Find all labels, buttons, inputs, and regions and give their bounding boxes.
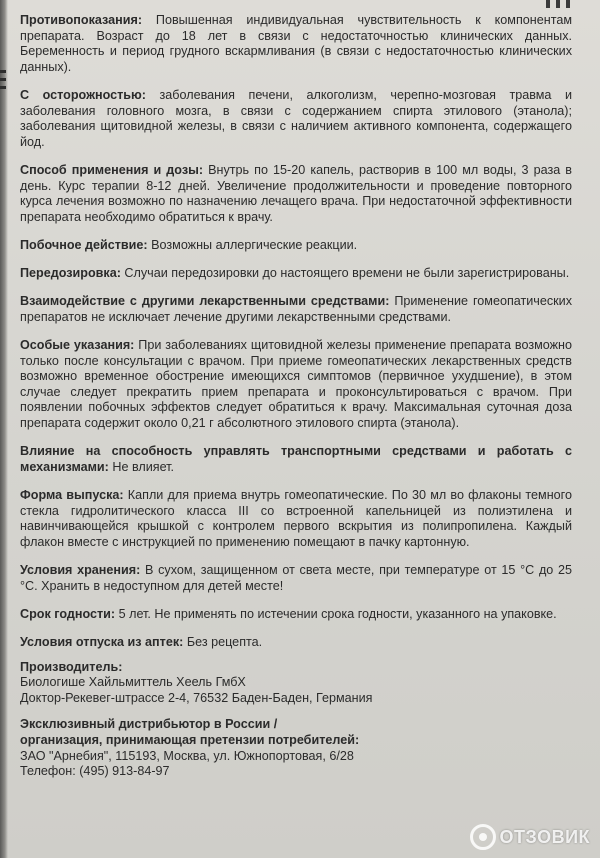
- otzovik-watermark: [470, 824, 590, 850]
- otzovik-logo-icon: [470, 824, 496, 850]
- watermark-text: ОТЗОВИК: [499, 826, 590, 847]
- distributor-heading-1: Эксклюзивный дистрибьютор в России /: [20, 716, 278, 731]
- instruction-sections: [20, 13, 572, 651]
- page-edge-shadow: [0, 0, 8, 858]
- section-contraindications: Противопоказания: Повышенная индивидуальная чувствительность к компонентам препарата. Возраст до 18 лет в связи с недостаточностью клинических данных. Беременность и период грудного вскармливания (в связи с недостаточностью клинических данных).: [20, 13, 572, 74]
- section-shelf-life: Срок годности: 5 лет. Не применять по истечении срока годности, указанного на упаковке.: [20, 606, 557, 621]
- distributor-address: ЗАО "Арнебия", 115193, Москва, ул. Южнопортовая, 6/28: [20, 748, 354, 763]
- section-storage: Условия хранения: В сухом, защищенном от света месте, при температуре от 15 °С до 25 °С. Хранить в недоступном для детей месте!: [20, 562, 573, 593]
- section-driving: Влияние на способность управлять транспортными средствами и работать с механизмами: Не влияет.: [20, 444, 572, 474]
- section-release-form: Форма выпуска: Капли для приема внутрь гомеопатические. По 30 мл во флаконы темного стекла гидролитического класса III со встроенной капельницей из полиэтилена и навинчивающейся крышкой с контролем первого вскрытия из полипропилена. Каждый флакон вместе с инструкцией по применению помещают в пачку картонную.: [20, 488, 572, 549]
- distributor-heading-2: организация, принимающая претензии потребителей:: [20, 732, 360, 747]
- section-interactions: Взаимодействие с другими лекарственными средствами: Применение гомеопатических препаратов не исключает лечение другими лекарственными средствами.: [20, 294, 573, 324]
- manufacturer-name: Биологише Хайльмиттель Хеель ГмбХ: [20, 675, 246, 690]
- manufacturer-heading: Производитель:: [20, 659, 123, 674]
- distributor-phone: Телефон: (495) 913-84-97: [20, 764, 170, 779]
- section-special-instructions: Особые указания: При заболеваниях щитовидной железы применение препарата возможно только после консультации с врачом. При приеме гомеопатических лекарственных средств возможно временное обострение имеющихся симптомов (первичное ухудшение), в этом случае следует прекратить прием препарата и проконсультироваться с врачом. При появлении побочных эффектов следует обратиться к врачу. Максимальная суточная доза препарата содержит около 0,21 г абсолютного этилового спирта (этанола).: [20, 338, 572, 431]
- manufacturer-block: [20, 660, 572, 707]
- manufacturer-address: Доктор-Рекевег-штрассе 2-4, 76532 Баден-Баден, Германия: [20, 691, 373, 706]
- section-caution: С осторожностью: заболевания печени, алкоголизм, черепно-мозговая травма и заболевания головного мозга, в связи с содержанием спирта этилового (этанола); заболевания щитовидной железы, в связи с наличием активного компонента, содержащего йод.: [20, 87, 572, 149]
- section-dosage: Способ применения и дозы: Внутрь по 15-20 капель, растворив в 100 мл воды, 3 раза в день. Курс терапии 8-12 дней. Увеличение продолжительности и проведение повторного курса лечения возможно по назначению лечащего врача. При недостаточной эффективности препарата необходимо обратиться к врачу.: [20, 162, 572, 224]
- edge-marks: [0, 70, 8, 94]
- section-dispensing: Условия отпуска из аптек: Без рецепта.: [20, 634, 263, 649]
- top-marks: [546, 0, 570, 8]
- section-overdose: Передозировка: Случаи передозировки до настоящего времени не были зарегистрированы.: [20, 266, 570, 281]
- distributor-block: [20, 717, 572, 780]
- section-side-effects: Побочное действие: Возможны аллергические реакции.: [20, 237, 358, 252]
